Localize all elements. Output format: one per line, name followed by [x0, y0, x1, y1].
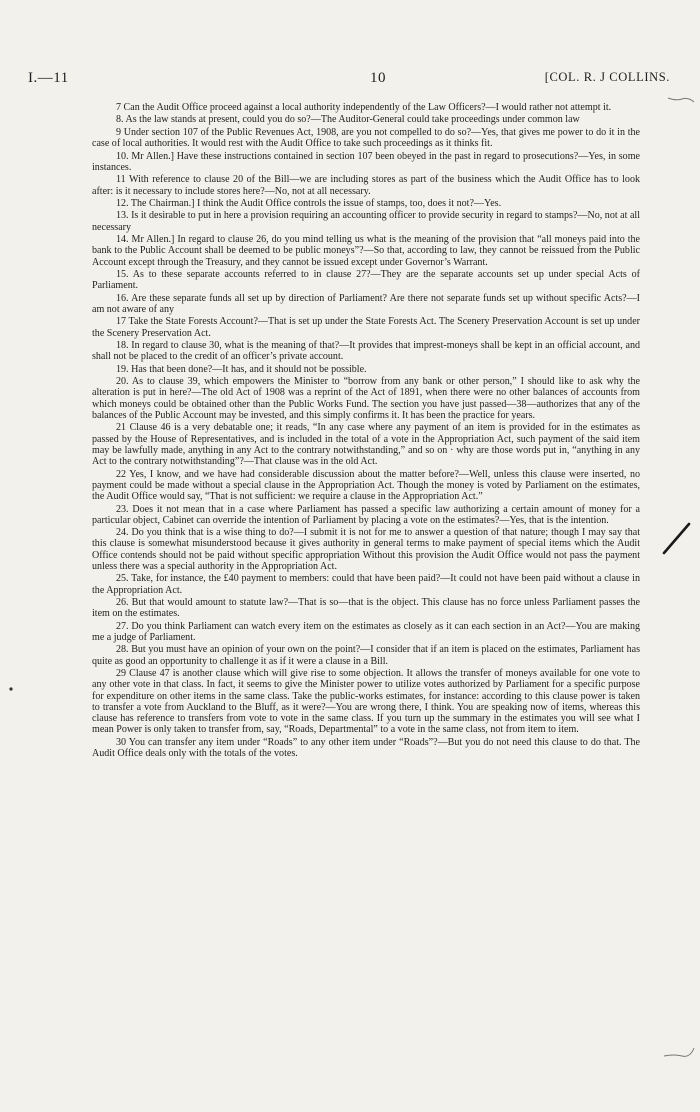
paragraph-28: 28. But you must have an opinion of your own on the point?—I consider that if an item is placed on the estimates, Parliament has quite as good an opportunity to challenge it as if it were a clause in a Bill.	[92, 644, 640, 667]
margin-pen-mark	[662, 520, 692, 556]
margin-dot	[8, 686, 14, 692]
paragraph-12: 12. The Chairman.] I think the Audit Office controls the issue of stamps, too, does it not?—Yes.	[116, 197, 502, 209]
paragraph-10: 10. Mr Allen.] Have these instructions contained in section 107 been obeyed in the past in regard to prosecutions?—Yes, in some instances.	[92, 150, 640, 173]
paragraph-17: 17 Take the State Forests Account?—That is set up under the State Forests Act. The Scenery Preservation Account is set up under the Scenery Preservation Act.	[92, 316, 640, 339]
paragraph-29: 29 Clause 47 is another clause which will give rise to some objection. It allows the transfer of moneys available for one vote to any other vote in that class. In fact, it seems to give the Minister power to utilize votes authorized by Parliament for a specific purpose for expenditure on other items in the same class. Take the public-works estimates, for instance: according to this clause power is taken to transfer a vote from Auckland to the Bluff, as it were?—You are wrong there, I think. You are speaking now of items, whereas this clause has reference to transfers from vote to vote in the same class. If you turn up the summary in the estimates you will see what I mean Power is only taken to transfer from, say, “Roads, Departmental” to a vote in the same class, not from item to item.	[92, 668, 640, 736]
paragraph-22: 22 Yes, I know, and we have had considerable discussion about the matter before?—Well, unless this clause were inserted, no payment could be made without a special clause in the Appropriation Act. Though the money is voted by Parliament on the estimates, the Audit Office would say, “That is not sufficient: we require a clause in the Appropriation Act.”	[92, 468, 640, 503]
paragraph-23: 23. Does it not mean that in a case where Parliament has passed a specific law authorizing a certain amount of money for a particular object, Cabinet can override the intention of Parliament by placing a vote on the estimates?—Yes, that is the intention.	[92, 503, 640, 526]
margin-scribble-bottom	[662, 1044, 696, 1062]
paragraph-16: 16. Are these separate funds all set up by direction of Parliament? Are there not separate funds set up without specific Acts?—I am not aware of any	[92, 292, 640, 315]
paragraph-30: 30 You can transfer any item under “Roads” to any other item under “Roads”?—But you do not need this clause to do that. The Audit Office deals only with the totals of the votes.	[92, 736, 640, 760]
page-number: 10	[370, 70, 386, 86]
paragraph-18: 18. In regard to clause 30, what is the meaning of that?—It provides that imprest-moneys shall be kept in an official account, and shall not be placed to the credit of an officer’s private account.	[92, 340, 640, 363]
paragraph-26: 26. But that would amount to statute law?—That is so—that is the object. This clause has no force unless Parliament passes the item on the estimates.	[92, 597, 640, 620]
paragraph-21: 21 Clause 46 is a very debatable one; it reads, “In any case where any payment of an item is provided for in the estimates as passed by the House of Representatives, and is included in the total of a vote in the Appropriation Act, such payment of the said item may be lawfully made, anything in any Act to the contrary notwithstanding,” and so on · why are those words put in, “anything in any Act to the contrary notwithstanding”?—That clause was in the old Act.	[92, 422, 640, 468]
margin-scribble-top	[666, 92, 696, 108]
paragraph-19: 19. Has that been done?—It has, and it should not be possible.	[116, 363, 367, 375]
paragraph-13: 13. Is it desirable to put in here a provision requiring an accounting officer to provide security in regard to stamps?—No, not at all necessary	[92, 210, 640, 233]
page-header	[28, 70, 670, 88]
paragraph-25: 25. Take, for instance, the £40 payment to members: could that have been paid?—It could not have been paid without a clause in the Appropriation Act.	[92, 573, 640, 596]
paragraph-27: 27. Do you think Parliament can watch every item on the estimates as closely as it can each section in an Act?—You are making me a judge of Parliament.	[92, 620, 640, 643]
paragraph-14: 14. Mr Allen.] In regard to clause 26, do you mind telling us what is the meaning of the provision that “all moneys paid into the bank to the Public Account shall be deemed to be public moneys”?—So that, according to law, they cannot be reissued from the Public Account except through the Treasury, and they cannot be issued except under Governor’s Warrant.	[92, 234, 640, 268]
paragraph-7: 7 Can the Audit Office proceed against a local authority independently of the Law Officers?—I would rather not attempt it.	[116, 102, 612, 113]
paragraph-15: 15. As to these separate accounts referred to in clause 27?—They are the separate accounts set up under special Acts of Parliament.	[92, 269, 640, 292]
paragraph-11: 11 With reference to clause 20 of the Bill—we are including stores as part of the business which the Audit Office has to look after: is it necessary to include stores here?—No, not at all necessary.	[92, 174, 640, 197]
paragraph-24: 24. Do you think that is a wise thing to do?—I submit it is not for me to answer a question of that nature; though I may say that this clause is somewhat misunderstood because it gives authority in general terms to make payment of special items which the Audit Office contends should not be paid without specific appropriation Without this provision the Audit Office would not pass the payment unless there was a special authority in the Appropriation Act.	[92, 527, 640, 572]
evidence-text	[92, 102, 640, 761]
paper-reference: I.—11	[28, 70, 69, 86]
paragraph-8: 8. As the law stands at present, could you do so?—The Auditor-General could take proceedings under common law	[116, 114, 580, 126]
paragraph-9: 9 Under section 107 of the Public Revenues Act, 1908, are you not compelled to do so?—Yes, that gives me power to do it in the case of local authorities. It would rest with the Audit Office to take such proceedings as it thinks fit.	[92, 126, 640, 150]
paragraph-20: 20. As to clause 39, which empowers the Minister to “borrow from any bank or other person,” I should like to ask why the alteration is put in here?—The old Act of 1908 was a reprint of the Act of 1891, when there were no other balances of accounts from which moneys could be obtained other than the Public Works Fund. The section you have just passed—38—authorizes that any of the balances of the Public Account may be invested, and this simply confirms it. It has been the practice for years.	[92, 376, 640, 421]
witness-name: [COL. R. J COLLINS.	[544, 70, 670, 84]
